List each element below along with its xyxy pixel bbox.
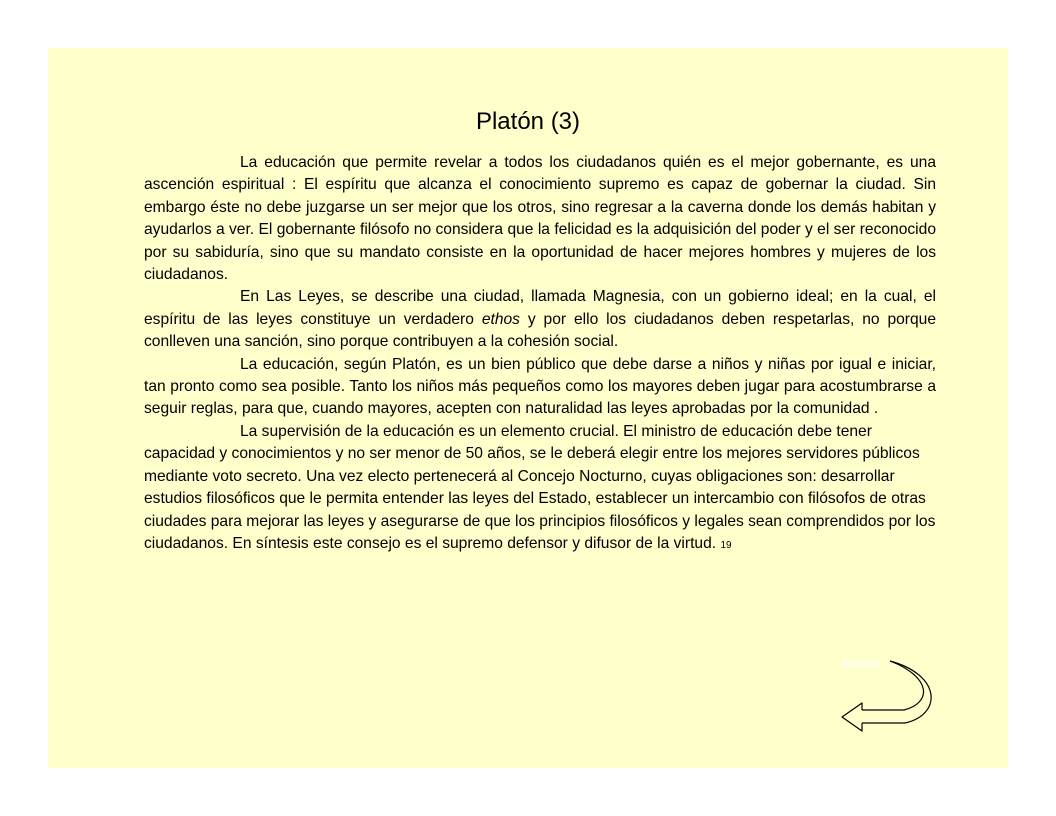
paragraph-leyes bbox=[144, 286, 936, 353]
body-text bbox=[144, 152, 936, 557]
ethos-emphasis: ethos bbox=[481, 310, 520, 328]
paragraph-leyes-start: En Las Leyes, se describe una ciudad, llamada Magnesia, con un gobierno ideal; en la cual, el espíritu de las leyes constituye un verdadero bbox=[144, 288, 936, 328]
paragraph-supervision-text: La supervisión de la educación es un elemento crucial. El ministro de educación debe tener capacidad y conocimientos y no ser menor de 50 años, se le deberá elegir entre los mejores servidores públicos mediante voto secreto. Una vez electo pertenecerá al Concejo Nocturno, cuyas obligaciones son: desarrollar estudios filosóficos que le permita entender las leyes del Estado, establecer un intercambio con filósofos de otras ciudades para mejorar las leyes y asegurarse de que los principios filosóficos y legales sean comprendidos por los ciudadanos. En síntesis este consejo es el supremo defensor y difusor de la virtud. bbox=[144, 422, 936, 552]
paragraph-educacion: La educación que permite revelar a todos los ciudadanos quién es el mejor gobernante, es una ascención espiritual : El espíritu que alcanza el conocimiento supremo es capaz de gobernar la ciudad. Sin embargo éste no debe juzgarse un ser mejor que los otros, sino regresar a la caverna donde los demás habitan y ayudarlos a ver. El gobernante filósofo no considera que la felicidad es la adquisición del poder y el ser reconocido por su sabiduría, sino que su mandato consiste en la oportunidad de hacer mejores hombres y mujeres de los ciudadanos. bbox=[144, 154, 936, 284]
page-number: 19 bbox=[720, 539, 732, 551]
return-arrow-icon[interactable] bbox=[820, 655, 942, 745]
paragraph-leyes-end: y por ello los ciudadanos deben respetarlas, no porque conlleven una sanción, sino porque contribuyen a la cohesión social. bbox=[144, 310, 936, 351]
page-title: Platón (3) bbox=[475, 108, 581, 135]
paragraph-bien-publico: La educación, según Platón, es un bien público que debe darse a niños y niñas por igual e iniciar, tan pronto como sea posible. Tanto los niños más pequeños como los mayores deben jugar para acostumbrarse a seguir reglas, para que, cuando mayores, acepten con naturalidad las leyes aprobadas por la comunidad . bbox=[144, 355, 936, 418]
paragraph-supervision bbox=[144, 421, 936, 557]
back-link[interactable]: Regreso bbox=[842, 658, 880, 669]
